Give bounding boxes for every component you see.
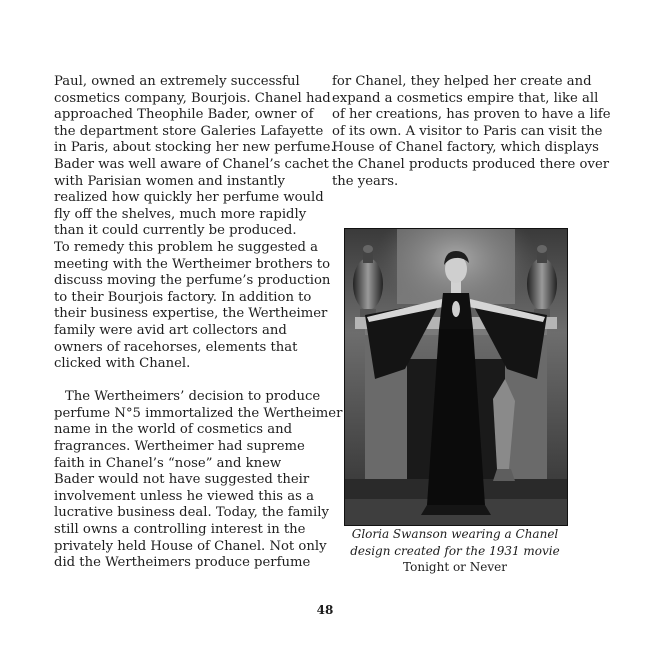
paragraph-3: for Chanel, they helped her create and expand a cosmetics empire that, like all of her creations, has proven to have a life of its own. A visitor to Paris can visit the House of Chanel factory, which displays the Chanel products produced there over the years. bbox=[332, 74, 611, 189]
right-text-column bbox=[332, 74, 611, 190]
photo-illustration bbox=[345, 229, 567, 525]
left-text-column bbox=[54, 74, 343, 572]
photo-caption: Gloria Swanson wearing a Chanel design created for the 1931 movie Tonight or Never bbox=[350, 527, 560, 575]
page-number: 48 bbox=[316, 603, 334, 617]
paragraph-1: Paul, owned an extremely successful cosmetics company, Bourjois. Chanel had approached Theophile Bader, owner of the department store Galeries Lafayette in Paris, about stocking her new perfume. Bader was well aware of Chanel’s cachet with Parisian women and instantly realized how quickly her perfume would fly off the shelves, much more rapidly than it could currently be produced. To remedy this problem he suggested a meeting with the Wertheimer brothers to discuss moving the perfume’s production to their Bourjois factory. In addition to their business expertise, the Wertheimer family were avid art collectors and owners of racehorses, elements that clicked with Chanel. bbox=[54, 74, 335, 372]
paragraph-2: The Wertheimers’ decision to produce perfume N°5 immortalized the Wertheimer name in the world of cosmetics and fragrances. Wertheimer had supreme faith in Chanel’s “nose” and knew Bader would not have suggested their involvement unless he viewed this as a lucrative business deal. Today, the family still owns a controlling interest in the privately held House of Chanel. Not only did the Wertheimers produce perfume bbox=[54, 389, 343, 571]
gloria-swanson-photo bbox=[344, 228, 568, 526]
